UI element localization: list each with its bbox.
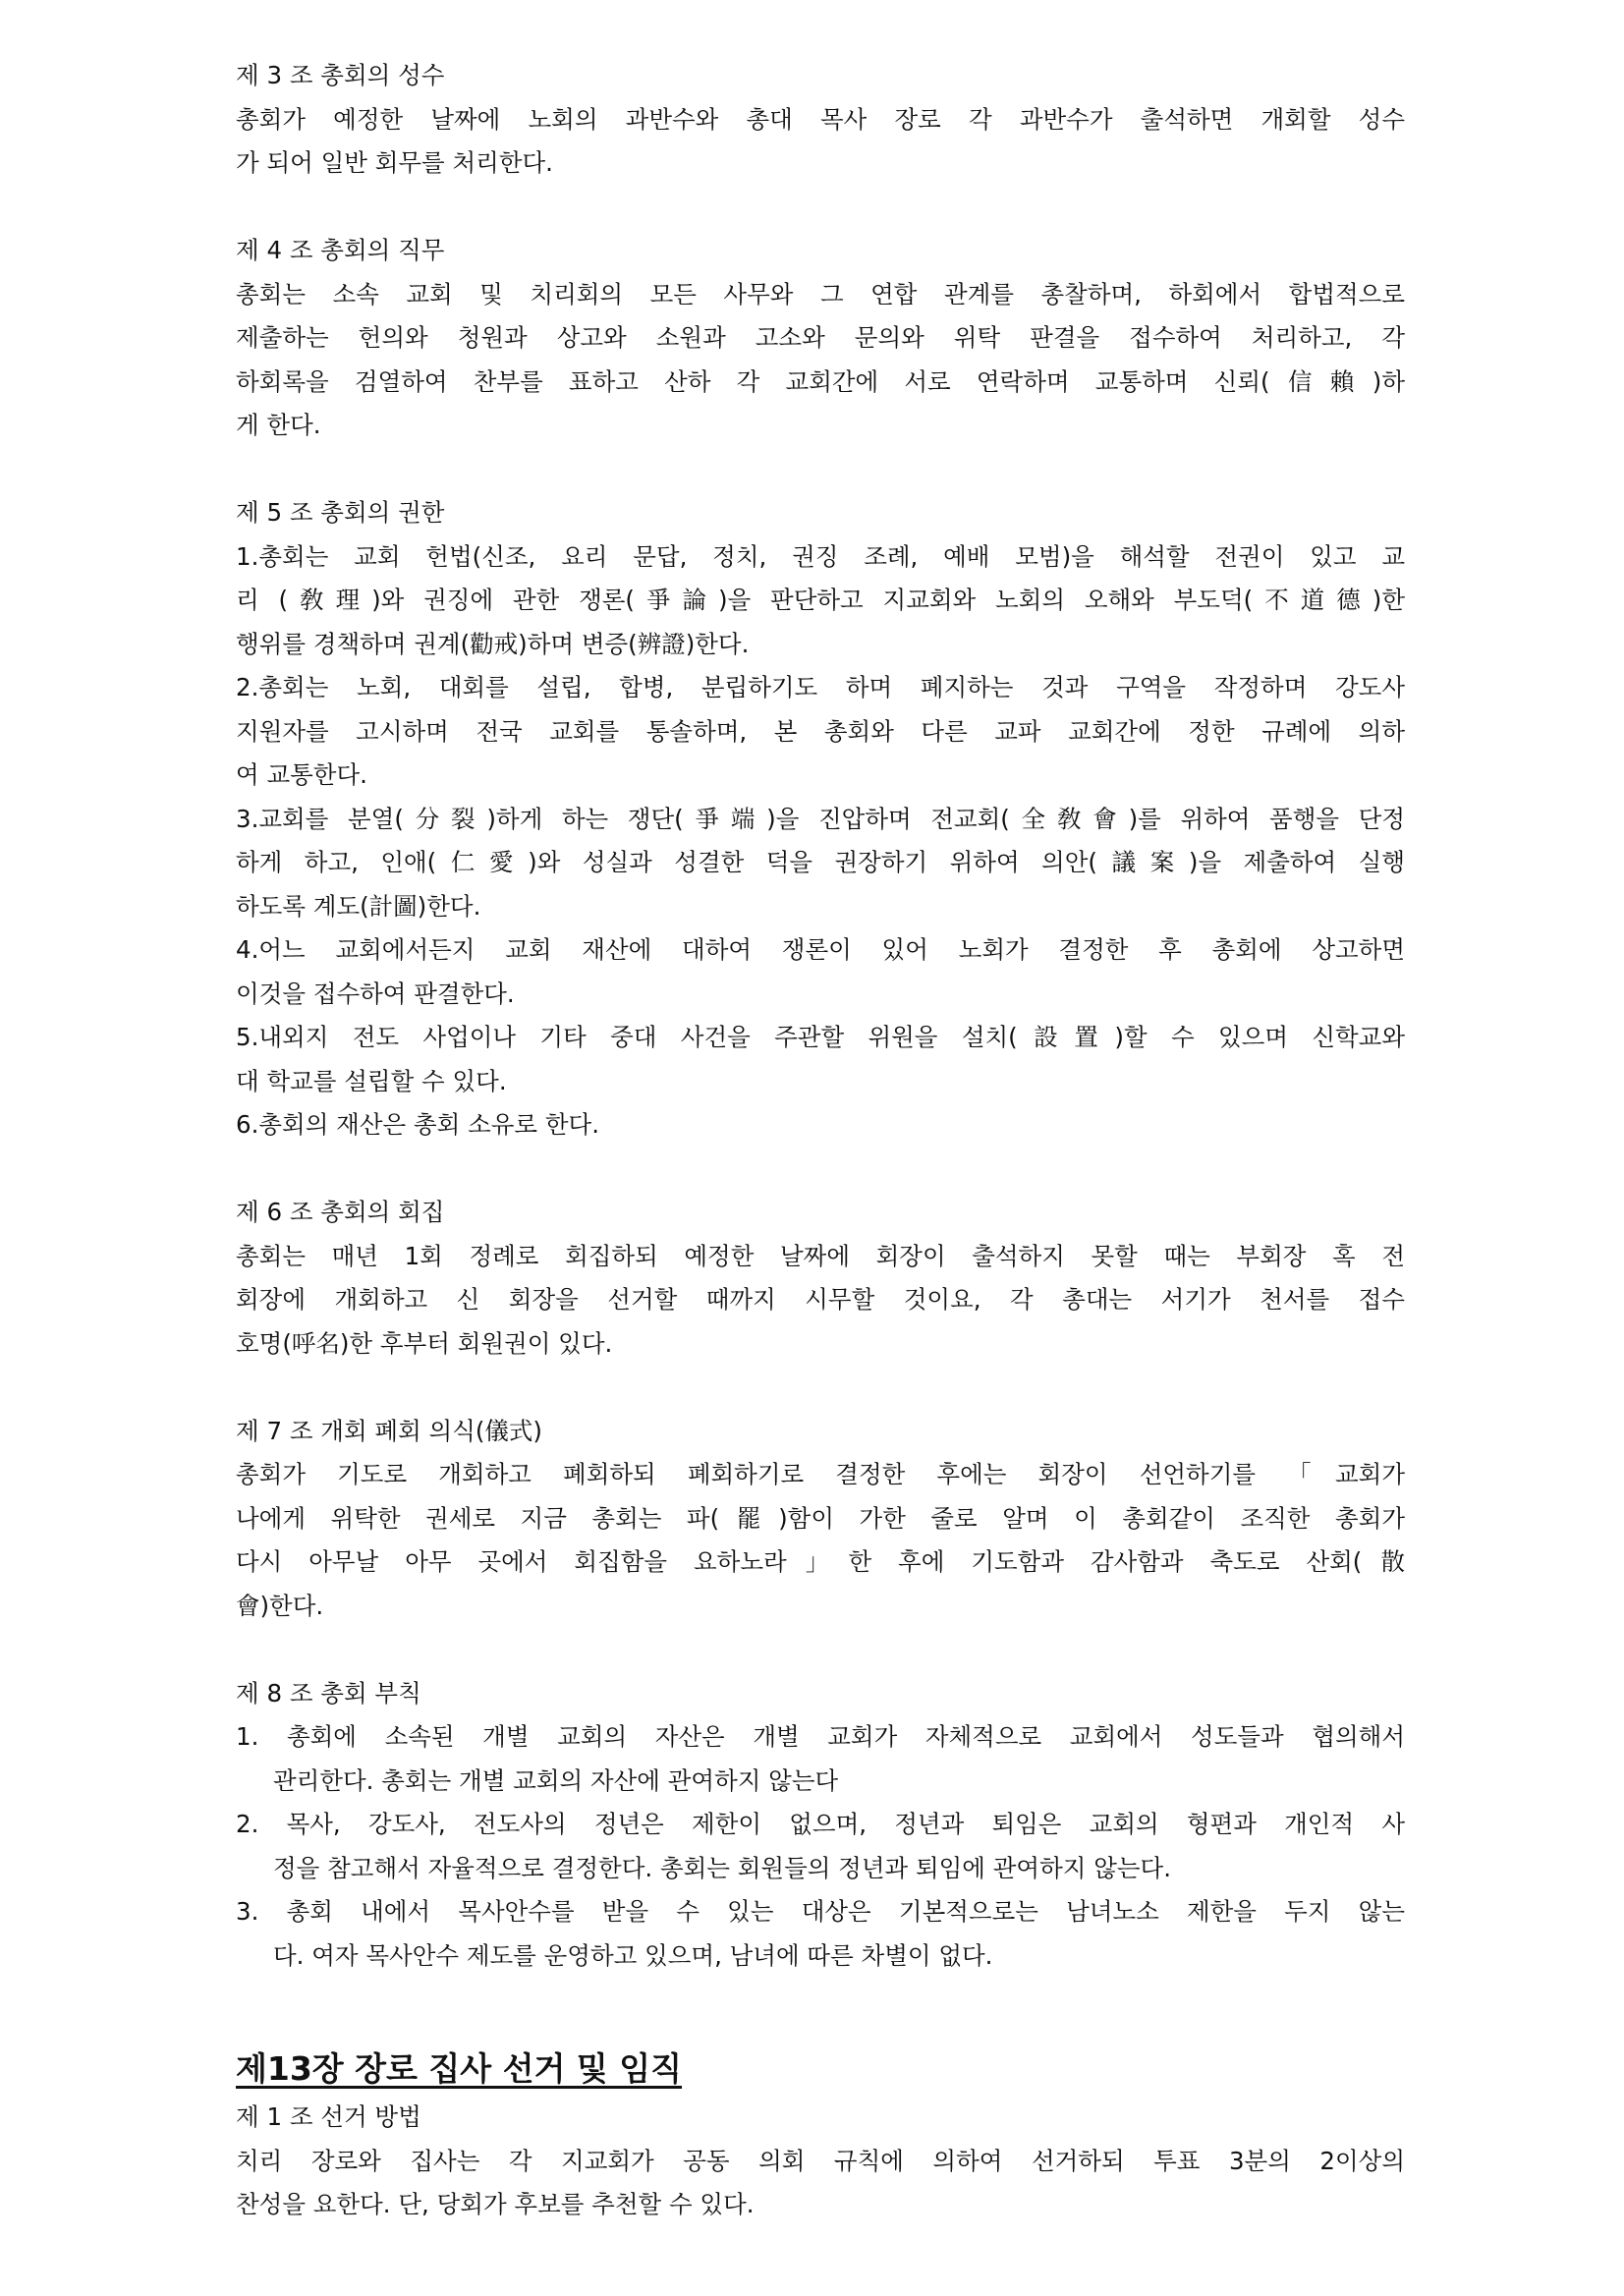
paragraph-line: 여 교통한다. xyxy=(236,760,367,789)
paragraph-line: 제출하는 헌의와 청원과 상고와 소원과 고소와 문의와 위탁 판결을 접수하여 처리하고, 각 xyxy=(236,323,1405,352)
list-item-first-line: 1. 총회에 소속된 개별 교회의 자산은 개별 교회가 자체적으로 교회에서 성도들과 협의해서 xyxy=(236,1722,1405,1751)
paragraph-line: 총회가 기도로 개회하고 폐회하되 폐회하기로 결정한 후에는 회장이 선언하기를 「교회가 xyxy=(236,1460,1405,1488)
paragraph-line: 3.교회를 분열(分裂)하게 하는 쟁단(爭端)을 진압하며 전교회(全敎會)를 위하여 품행을 단정 xyxy=(236,804,1405,833)
paragraph-line: 6.총회의 재산은 총회 소유로 한다. xyxy=(236,1110,599,1139)
paragraph-line: 5.내외지 전도 사업이나 기타 중대 사건을 주관할 위원을 설치(設置)할 수 있으며 신학교와 xyxy=(236,1023,1405,1051)
list-item xyxy=(236,1803,1405,1890)
article-8 xyxy=(236,1672,1405,1979)
list-item-continuation: 관리한다. 총회는 개별 교회의 자산에 관여하지 않는다 xyxy=(273,1765,839,1795)
article-5 xyxy=(236,491,1405,1148)
paragraph-line: 하도록 계도(計圖)한다. xyxy=(236,891,481,921)
article-6 xyxy=(236,1191,1405,1366)
list-item xyxy=(236,1890,1405,1978)
paragraph-line: 게 한다. xyxy=(236,411,321,439)
article-7 xyxy=(236,1410,1405,1629)
article-heading: 제 6 조 총회의 회집 xyxy=(236,1198,445,1226)
paragraph-line: 가 되어 일반 회무를 처리한다. xyxy=(236,148,553,177)
article-heading: 제 5 조 총회의 권한 xyxy=(236,498,445,527)
paragraph-line: 총회는 소속 교회 및 치리회의 모든 사무와 그 연합 관계를 총찰하며, 하회에서 합법적으로 xyxy=(236,279,1405,308)
paragraph-line: 행위를 경책하며 권계(勸戒)하며 변증(辨證)한다. xyxy=(236,629,750,658)
paragraph-line: 회장에 개회하고 신 회장을 선거할 때까지 시무할 것이요, 각 총대는 서기가 천서를 접수 xyxy=(236,1285,1405,1314)
paragraph-line: 리 (敎理)와 권징에 관한 쟁론(爭論)을 판단하고 지교회와 노회의 오해와 부도덕(不道德)한 xyxy=(236,586,1405,614)
paragraph-line: 치리 장로와 집사는 각 지교회가 공동 의회 규칙에 의하여 선거하되 투표 3분의 2이상의 xyxy=(236,2146,1405,2175)
article-4 xyxy=(236,229,1405,448)
paragraph-line: 나에게 위탁한 권세로 지금 총회는 파(罷)함이 가한 줄로 알며 이 총회같이 조직한 총회가 xyxy=(236,1503,1405,1533)
article-heading: 제 8 조 총회 부칙 xyxy=(236,1678,421,1708)
chapter-13-article-1 xyxy=(236,2096,1405,2227)
article-3 xyxy=(236,54,1405,186)
paragraph-line: 會)한다. xyxy=(236,1591,324,1620)
article-heading: 제 3 조 총회의 성수 xyxy=(236,61,445,89)
paragraph-line: 다시 아무날 아무 곳에서 회집함을 요하노라」한 후에 기도함과 감사함과 축도로 산회(散 xyxy=(236,1547,1405,1576)
paragraph-line: 지원자를 고시하며 전국 교회를 통솔하며, 본 총회와 다른 교파 교회간에 정한 규례에 의하 xyxy=(236,716,1405,746)
paragraph-line: 2.총회는 노회, 대회를 설립, 합병, 분립하기도 하며 폐지하는 것과 구역을 작정하며 강도사 xyxy=(236,673,1405,701)
article-heading: 제 4 조 총회의 직무 xyxy=(236,236,445,264)
list-item-first-line: 2. 목사, 강도사, 전도사의 정년은 제한이 없으며, 정년과 퇴임은 교회의 형편과 개인적 사 xyxy=(236,1810,1405,1838)
paragraph-line: 하회록을 검열하여 찬부를 표하고 산하 각 교회간에 서로 연락하며 교통하며 신뢰(信賴)하 xyxy=(236,366,1405,396)
list-item xyxy=(236,1715,1405,1803)
article-heading: 제 1 조 선거 방법 xyxy=(236,2102,421,2131)
document-page xyxy=(236,54,1405,2227)
chapter-13 xyxy=(236,2046,1405,2092)
list-item-continuation: 정을 참고해서 자율적으로 결정한다. 총회는 회원들의 정년과 퇴임에 관여하지 않는다. xyxy=(273,1853,1172,1882)
paragraph-line: 호명(呼名)한 후부터 회원권이 있다. xyxy=(236,1328,613,1358)
paragraph-line: 1.총회는 교회 헌법(신조, 요리 문답, 정치, 권징 조례, 예배 모범)을 해석할 전권이 있고 교 xyxy=(236,541,1405,571)
list-item-continuation: 다. 여자 목사안수 제도를 운영하고 있으며, 남녀에 따른 차별이 없다. xyxy=(273,1940,993,1970)
paragraph-line: 찬성을 요한다. 단, 당회가 후보를 추천할 수 있다. xyxy=(236,2190,755,2218)
article-heading: 제 7 조 개회 폐회 의식(儀式) xyxy=(236,1416,542,1445)
paragraph-line: 4.어느 교회에서든지 교회 재산에 대하여 쟁론이 있어 노회가 결정한 후 총회에 상고하면 xyxy=(236,935,1405,964)
paragraph-line: 총회가 예정한 날짜에 노회의 과반수와 총대 목사 장로 각 과반수가 출석하면 개회할 성수 xyxy=(236,104,1405,134)
list-item-first-line: 3. 총회 내에서 목사안수를 받을 수 있는 대상은 기본적으로는 남녀노소 제한을 두지 않는 xyxy=(236,1897,1405,1926)
chapter-title: 제13장 장로 집사 선거 및 임직 xyxy=(236,2049,683,2088)
paragraph-line: 총회는 매년 1회 정례로 회집하되 예정한 날짜에 회장이 출석하지 못할 때는 부회장 혹 전 xyxy=(236,1241,1405,1270)
paragraph-line: 하게 하고, 인애(仁愛)와 성실과 성결한 덕을 권장하기 위하여 의안(議案)을 제출하여 실행 xyxy=(236,848,1405,876)
paragraph-line: 대 학교를 설립할 수 있다. xyxy=(236,1066,507,1095)
paragraph-line: 이것을 접수하여 판결한다. xyxy=(236,979,515,1008)
